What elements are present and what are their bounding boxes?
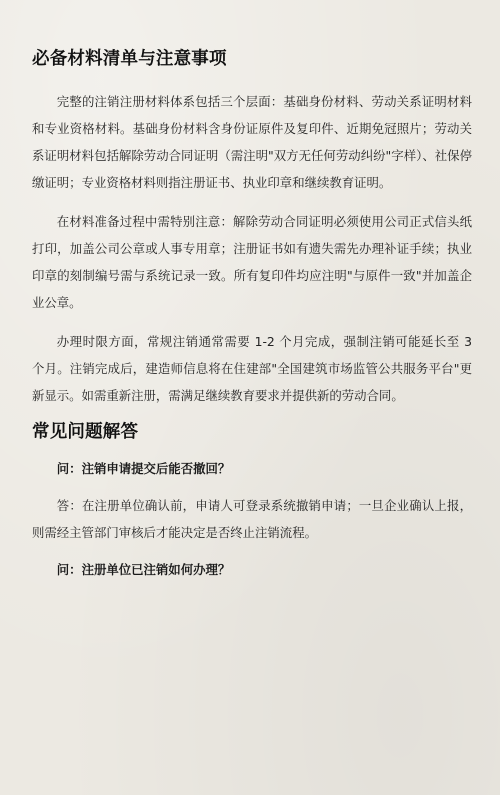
paragraph-material-system: 完整的注销注册材料体系包括三个层面：基础身份材料、劳动关系证明材料和专业资格材料。基础身份材料含身份证原件及复印件、近期免冠照片；劳动关系证明材料包括解除劳动合同证明（需注明"双方无任何劳动纠纷"字样）、社保停缴证明；专业资格材料则指注册证书、执业印章和继续教育证明。 — [32, 94, 472, 190]
section-title-materials: 必备材料清单与注意事项 — [32, 49, 227, 69]
faq-question-company-deregistered: 问：注册单位已注销如何办理？ — [56, 562, 231, 577]
section-title-faq: 常见问题解答 — [32, 422, 139, 442]
faq-answer-withdraw: 答：在注册单位确认前，申请人可登录系统撤销申请；一旦企业确认上报，则需经主管部门审核后才能决定是否终止注销流程。 — [32, 498, 472, 540]
faq-question-withdraw: 问：注销申请提交后能否撤回？ — [56, 461, 231, 476]
paragraph-processing-time: 办理时限方面，常规注销通常需要 1-2 个月完成，强制注销可能延长至 3 个月。注销完成后，建造师信息将在住建部"全国建筑市场监管公共服务平台"更新显示。如需重新注册，需满足继续教育要求并提供新的劳动合同。 — [32, 334, 472, 403]
paragraph-preparation-notes: 在材料准备过程中需特别注意：解除劳动合同证明必须使用公司正式信头纸打印，加盖公司公章或人事专用章；注册证书如有遗失需先办理补证手续；执业印章的刻制编号需与系统记录一致。所有复印件均应注明"与原件一致"并加盖企业公章。 — [32, 214, 472, 310]
